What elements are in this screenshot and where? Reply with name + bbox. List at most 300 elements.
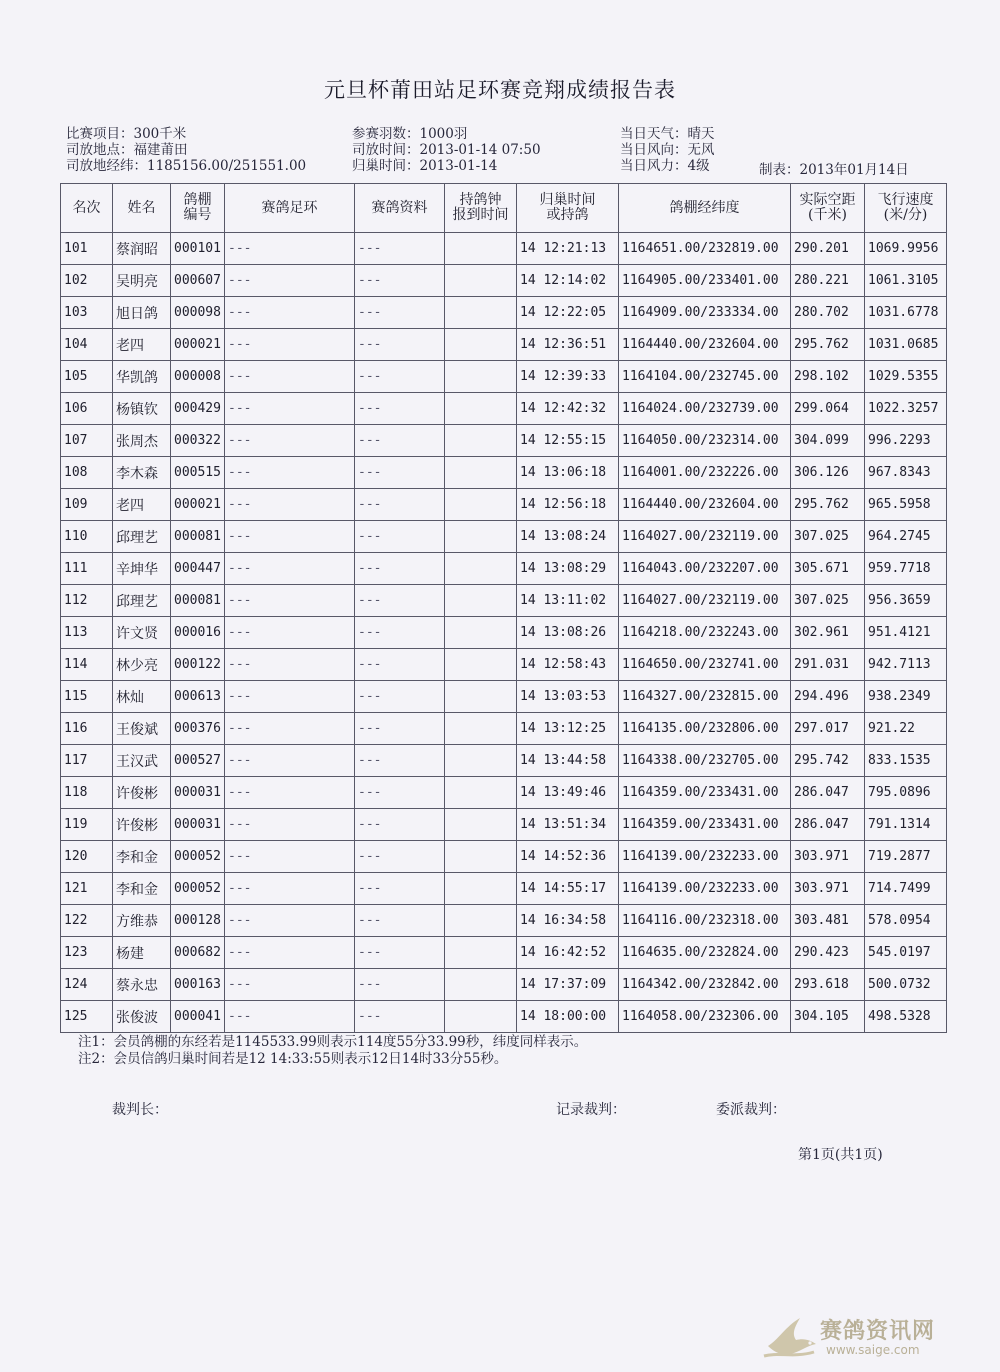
distance-cell: 307.025: [791, 521, 865, 553]
speed-cell: 791.1314: [865, 809, 947, 841]
name-cell: 张俊波: [113, 1001, 171, 1033]
speed-cell: 951.4121: [865, 617, 947, 649]
release-time: 司放时间：2013-01-14 07:50: [352, 142, 541, 158]
distance-cell: 298.102: [791, 361, 865, 393]
ring-number-cell: ---: [225, 233, 355, 265]
ring-number-cell: ---: [225, 745, 355, 777]
release-coordinates: 司放地经纬：1185156.00/251551.00: [66, 158, 307, 174]
pigeon-info-cell: ---: [355, 745, 445, 777]
pigeon-info-cell: ---: [355, 713, 445, 745]
rank-cell: 103: [61, 297, 113, 329]
arrival-time-cell: 14 14:55:17: [517, 873, 619, 905]
rank-cell: 107: [61, 425, 113, 457]
loft-id-cell: 000101: [171, 233, 225, 265]
loft-coordinates-cell: 1164359.00/233431.00: [619, 777, 791, 809]
clock-time-cell: [445, 745, 517, 777]
distance-cell: 303.971: [791, 841, 865, 873]
table-row: [61, 457, 947, 489]
entry-count: 参赛羽数：1000羽: [352, 126, 468, 142]
table-row: [61, 745, 947, 777]
rank-cell: 115: [61, 681, 113, 713]
speed-cell: 719.2877: [865, 841, 947, 873]
arrival-time-cell: 14 12:42:32: [517, 393, 619, 425]
ring-number-cell: ---: [225, 521, 355, 553]
speed-cell: 938.2349: [865, 681, 947, 713]
speed-cell: 795.0896: [865, 777, 947, 809]
loft-id-cell: 000021: [171, 329, 225, 361]
loft-coordinates-cell: 1164440.00/232604.00: [619, 489, 791, 521]
loft-id-cell: 000031: [171, 809, 225, 841]
rank-cell: 102: [61, 265, 113, 297]
ring-number-cell: ---: [225, 649, 355, 681]
loft-id-cell: 000122: [171, 649, 225, 681]
pigeon-info-cell: ---: [355, 937, 445, 969]
rank-cell: 110: [61, 521, 113, 553]
pigeon-info-cell: ---: [355, 905, 445, 937]
loft-id-cell: 000429: [171, 393, 225, 425]
loft-id-cell: 000322: [171, 425, 225, 457]
pigeon-info-cell: ---: [355, 681, 445, 713]
distance-cell: 299.064: [791, 393, 865, 425]
clock-time-cell: [445, 873, 517, 905]
ring-number-cell: ---: [225, 457, 355, 489]
clock-time-cell: [445, 297, 517, 329]
distance-cell: 304.105: [791, 1001, 865, 1033]
arrival-time-cell: 14 13:03:53: [517, 681, 619, 713]
table-row: [61, 361, 947, 393]
loft-coordinates-cell: 1164218.00/232243.00: [619, 617, 791, 649]
rank-cell: 113: [61, 617, 113, 649]
speed-cell: 996.2293: [865, 425, 947, 457]
loft-coordinates-cell: 1164135.00/232806.00: [619, 713, 791, 745]
rank-cell: 112: [61, 585, 113, 617]
name-cell: 林灿: [113, 681, 171, 713]
speed-cell: 545.0197: [865, 937, 947, 969]
pigeon-info-cell: ---: [355, 489, 445, 521]
speed-cell: 967.8343: [865, 457, 947, 489]
rank-cell: 114: [61, 649, 113, 681]
column-header: 鸽棚经纬度: [619, 184, 791, 233]
loft-id-cell: 000447: [171, 553, 225, 585]
loft-id-cell: 000052: [171, 841, 225, 873]
loft-coordinates-cell: 1164342.00/232842.00: [619, 969, 791, 1001]
loft-id-cell: 000081: [171, 585, 225, 617]
loft-id-cell: 000021: [171, 489, 225, 521]
pigeon-info-cell: ---: [355, 777, 445, 809]
rank-cell: 109: [61, 489, 113, 521]
column-header: 实际空距 (千米): [791, 184, 865, 233]
loft-id-cell: 000041: [171, 1001, 225, 1033]
wind-direction: 当日风向：无风: [620, 142, 715, 158]
clock-time-cell: [445, 265, 517, 297]
table-row: [61, 1001, 947, 1033]
ring-number-cell: ---: [225, 1001, 355, 1033]
pigeon-info-cell: ---: [355, 297, 445, 329]
speed-cell: 714.7499: [865, 873, 947, 905]
clock-time-cell: [445, 553, 517, 585]
table-row: [61, 841, 947, 873]
loft-id-cell: 000008: [171, 361, 225, 393]
arrival-time-cell: 14 12:21:13: [517, 233, 619, 265]
pigeon-info-cell: ---: [355, 617, 445, 649]
arrival-time-cell: 14 13:51:34: [517, 809, 619, 841]
speed-cell: 1031.0685: [865, 329, 947, 361]
loft-coordinates-cell: 1164050.00/232314.00: [619, 425, 791, 457]
loft-id-cell: 000031: [171, 777, 225, 809]
arrival-time-cell: 14 12:36:51: [517, 329, 619, 361]
arrival-time-cell: 14 14:52:36: [517, 841, 619, 873]
loft-id-cell: 000052: [171, 873, 225, 905]
loft-id-cell: 000376: [171, 713, 225, 745]
speed-cell: 956.3659: [865, 585, 947, 617]
table-row: [61, 905, 947, 937]
pigeon-info-cell: ---: [355, 393, 445, 425]
loft-id-cell: 000607: [171, 265, 225, 297]
name-cell: 许俊彬: [113, 809, 171, 841]
speed-cell: 1061.3105: [865, 265, 947, 297]
pigeon-info-cell: ---: [355, 553, 445, 585]
clock-time-cell: [445, 393, 517, 425]
loft-coordinates-cell: 1164116.00/232318.00: [619, 905, 791, 937]
distance-cell: 297.017: [791, 713, 865, 745]
table-row: [61, 297, 947, 329]
info-column-1: [66, 126, 306, 174]
distance-cell: 305.671: [791, 553, 865, 585]
distance-cell: 293.618: [791, 969, 865, 1001]
loft-id-cell: 000081: [171, 521, 225, 553]
clock-time-cell: [445, 681, 517, 713]
ring-number-cell: ---: [225, 297, 355, 329]
table-row: [61, 649, 947, 681]
name-cell: 李和金: [113, 873, 171, 905]
arrival-time-cell: 14 16:42:52: [517, 937, 619, 969]
distance-cell: 295.762: [791, 489, 865, 521]
name-cell: 华凯鸽: [113, 361, 171, 393]
rank-cell: 104: [61, 329, 113, 361]
arrival-time-cell: 14 18:00:00: [517, 1001, 619, 1033]
distance-cell: 303.481: [791, 905, 865, 937]
name-cell: 杨镇钦: [113, 393, 171, 425]
pigeon-info-cell: ---: [355, 425, 445, 457]
loft-coordinates-cell: 1164440.00/232604.00: [619, 329, 791, 361]
distance-cell: 291.031: [791, 649, 865, 681]
loft-coordinates-cell: 1164338.00/232705.00: [619, 745, 791, 777]
table-row: [61, 873, 947, 905]
name-cell: 蔡永忠: [113, 969, 171, 1001]
column-header: 持鸽钟 报到时间: [445, 184, 517, 233]
table-row: [61, 777, 947, 809]
table-row: [61, 233, 947, 265]
loft-id-cell: 000128: [171, 905, 225, 937]
column-header: 赛鸽资料: [355, 184, 445, 233]
loft-coordinates-cell: 1164001.00/232226.00: [619, 457, 791, 489]
arrival-time-cell: 14 13:44:58: [517, 745, 619, 777]
distance-cell: 303.971: [791, 873, 865, 905]
clock-time-cell: [445, 361, 517, 393]
pigeon-info-cell: ---: [355, 649, 445, 681]
watermark: [760, 1312, 970, 1362]
name-cell: 王俊斌: [113, 713, 171, 745]
ring-number-cell: ---: [225, 393, 355, 425]
ring-number-cell: ---: [225, 585, 355, 617]
name-cell: 李木森: [113, 457, 171, 489]
distance-cell: 290.201: [791, 233, 865, 265]
name-cell: 李和金: [113, 841, 171, 873]
ring-number-cell: ---: [225, 489, 355, 521]
delegate-judge-signature: 委派裁判：: [716, 1102, 786, 1118]
rank-cell: 101: [61, 233, 113, 265]
rank-cell: 116: [61, 713, 113, 745]
rank-cell: 105: [61, 361, 113, 393]
rank-cell: 117: [61, 745, 113, 777]
return-date: 归巢时间：2013-01-14: [352, 158, 498, 174]
arrival-time-cell: 14 13:11:02: [517, 585, 619, 617]
name-cell: 杨建: [113, 937, 171, 969]
distance-cell: 295.762: [791, 329, 865, 361]
distance-cell: 290.423: [791, 937, 865, 969]
table-row: [61, 937, 947, 969]
loft-id-cell: 000613: [171, 681, 225, 713]
ring-number-cell: ---: [225, 713, 355, 745]
speed-cell: 1022.3257: [865, 393, 947, 425]
distance-cell: 280.221: [791, 265, 865, 297]
table-row: [61, 425, 947, 457]
ring-number-cell: ---: [225, 937, 355, 969]
pigeon-info-cell: ---: [355, 233, 445, 265]
info-column-3: [620, 126, 715, 174]
speed-cell: 1031.6778: [865, 297, 947, 329]
results-table: [60, 183, 947, 1033]
clock-time-cell: [445, 1001, 517, 1033]
arrival-time-cell: 14 13:06:18: [517, 457, 619, 489]
arrival-time-cell: 14 13:08:29: [517, 553, 619, 585]
speed-cell: 578.0954: [865, 905, 947, 937]
loft-id-cell: 000527: [171, 745, 225, 777]
name-cell: 王汉武: [113, 745, 171, 777]
loft-id-cell: 000515: [171, 457, 225, 489]
table-row: [61, 585, 947, 617]
pigeon-info-cell: ---: [355, 361, 445, 393]
clock-time-cell: [445, 969, 517, 1001]
loft-coordinates-cell: 1164043.00/232207.00: [619, 553, 791, 585]
pigeon-info-cell: ---: [355, 265, 445, 297]
distance-cell: 302.961: [791, 617, 865, 649]
loft-coordinates-cell: 1164359.00/233431.00: [619, 809, 791, 841]
loft-id-cell: 000016: [171, 617, 225, 649]
ring-number-cell: ---: [225, 905, 355, 937]
distance-cell: 306.126: [791, 457, 865, 489]
ring-number-cell: ---: [225, 809, 355, 841]
speed-cell: 959.7718: [865, 553, 947, 585]
report-title: 元旦杯莆田站足环赛竞翔成绩报告表: [324, 78, 676, 102]
table-row: [61, 553, 947, 585]
ring-number-cell: ---: [225, 265, 355, 297]
name-cell: 许文贤: [113, 617, 171, 649]
clock-time-cell: [445, 905, 517, 937]
ring-number-cell: ---: [225, 425, 355, 457]
distance-cell: 307.025: [791, 585, 865, 617]
column-header: 名次: [61, 184, 113, 233]
column-header: 归巢时间 或持鸽: [517, 184, 619, 233]
table-header-row: [61, 184, 947, 233]
pigeon-info-cell: ---: [355, 873, 445, 905]
speed-cell: 965.5958: [865, 489, 947, 521]
wind-force: 当日风力：4级: [620, 158, 710, 174]
chief-judge-signature: 裁判长：: [112, 1102, 168, 1118]
name-cell: 林少亮: [113, 649, 171, 681]
clock-time-cell: [445, 233, 517, 265]
rank-cell: 119: [61, 809, 113, 841]
loft-coordinates-cell: 1164905.00/233401.00: [619, 265, 791, 297]
ring-number-cell: ---: [225, 553, 355, 585]
clock-time-cell: [445, 425, 517, 457]
loft-coordinates-cell: 1164027.00/232119.00: [619, 585, 791, 617]
loft-coordinates-cell: 1164058.00/232306.00: [619, 1001, 791, 1033]
speed-cell: 964.2745: [865, 521, 947, 553]
clock-time-cell: [445, 777, 517, 809]
watermark-url: www.saige.com: [826, 1343, 920, 1357]
loft-coordinates-cell: 1164139.00/232233.00: [619, 841, 791, 873]
arrival-time-cell: 14 12:39:33: [517, 361, 619, 393]
recorder-judge-signature: 记录裁判：: [556, 1102, 626, 1118]
loft-coordinates-cell: 1164909.00/233334.00: [619, 297, 791, 329]
rank-cell: 122: [61, 905, 113, 937]
loft-coordinates-cell: 1164650.00/232741.00: [619, 649, 791, 681]
arrival-time-cell: 14 17:37:09: [517, 969, 619, 1001]
pigeon-info-cell: ---: [355, 1001, 445, 1033]
clock-time-cell: [445, 937, 517, 969]
table-row: [61, 809, 947, 841]
clock-time-cell: [445, 617, 517, 649]
clock-time-cell: [445, 841, 517, 873]
distance-cell: 280.702: [791, 297, 865, 329]
rank-cell: 106: [61, 393, 113, 425]
note-1: 注1：会员鸽棚的东经若是1145533.99则表示114度55分33.99秒，纬度同样表示。: [78, 1034, 588, 1050]
loft-coordinates-cell: 1164027.00/232119.00: [619, 521, 791, 553]
table-row: [61, 681, 947, 713]
loft-id-cell: 000098: [171, 297, 225, 329]
arrival-time-cell: 14 13:08:26: [517, 617, 619, 649]
notes: [78, 1034, 587, 1068]
column-header: 赛鸽足环: [225, 184, 355, 233]
name-cell: 方维恭: [113, 905, 171, 937]
rank-cell: 111: [61, 553, 113, 585]
arrival-time-cell: 14 12:14:02: [517, 265, 619, 297]
loft-coordinates-cell: 1164024.00/232739.00: [619, 393, 791, 425]
table-row: [61, 969, 947, 1001]
pigeon-info-cell: ---: [355, 841, 445, 873]
loft-coordinates-cell: 1164139.00/232233.00: [619, 873, 791, 905]
arrival-time-cell: 14 12:58:43: [517, 649, 619, 681]
table-row: [61, 713, 947, 745]
watermark-text: 赛鸽资讯网: [820, 1319, 936, 1344]
clock-time-cell: [445, 649, 517, 681]
distance-cell: 295.742: [791, 745, 865, 777]
loft-coordinates-cell: 1164327.00/232815.00: [619, 681, 791, 713]
arrival-time-cell: 14 12:55:15: [517, 425, 619, 457]
pigeon-info-cell: ---: [355, 585, 445, 617]
name-cell: 旭日鸽: [113, 297, 171, 329]
page-number: 第1页(共1页): [798, 1147, 883, 1163]
speed-cell: 942.7113: [865, 649, 947, 681]
pigeon-info-cell: ---: [355, 457, 445, 489]
table-maker-date: 制表：2013年01月14日: [759, 162, 909, 178]
arrival-time-cell: 14 13:12:25: [517, 713, 619, 745]
rank-cell: 125: [61, 1001, 113, 1033]
table-row: [61, 329, 947, 361]
table-row: [61, 393, 947, 425]
ring-number-cell: ---: [225, 681, 355, 713]
info-column-2: [352, 126, 541, 174]
table-row: [61, 617, 947, 649]
arrival-time-cell: 14 13:08:24: [517, 521, 619, 553]
speed-cell: 921.22: [865, 713, 947, 745]
ring-number-cell: ---: [225, 329, 355, 361]
arrival-time-cell: 14 12:22:05: [517, 297, 619, 329]
name-cell: 老四: [113, 489, 171, 521]
rank-cell: 124: [61, 969, 113, 1001]
clock-time-cell: [445, 521, 517, 553]
distance-cell: 286.047: [791, 777, 865, 809]
table-row: [61, 521, 947, 553]
loft-coordinates-cell: 1164104.00/232745.00: [619, 361, 791, 393]
clock-time-cell: [445, 457, 517, 489]
loft-id-cell: 000682: [171, 937, 225, 969]
speed-cell: 500.0732: [865, 969, 947, 1001]
clock-time-cell: [445, 329, 517, 361]
rank-cell: 121: [61, 873, 113, 905]
name-cell: 张周杰: [113, 425, 171, 457]
note-2: 注2：会员信鸽归巢时间若是12 14:33:55则表示12日14时33分55秒。: [78, 1051, 508, 1067]
table-body: [61, 233, 947, 1033]
column-header: 姓名: [113, 184, 171, 233]
pigeon-info-cell: ---: [355, 521, 445, 553]
column-header: 飞行速度 (米/分): [865, 184, 947, 233]
speed-cell: 1069.9956: [865, 233, 947, 265]
ring-number-cell: ---: [225, 617, 355, 649]
clock-time-cell: [445, 489, 517, 521]
distance-cell: 286.047: [791, 809, 865, 841]
arrival-time-cell: 14 13:49:46: [517, 777, 619, 809]
name-cell: 蔡润昭: [113, 233, 171, 265]
pigeon-info-cell: ---: [355, 969, 445, 1001]
release-location: 司放地点：福建莆田: [66, 142, 188, 158]
loft-coordinates-cell: 1164651.00/232819.00: [619, 233, 791, 265]
rank-cell: 108: [61, 457, 113, 489]
speed-cell: 833.1535: [865, 745, 947, 777]
ring-number-cell: ---: [225, 873, 355, 905]
pigeon-info-cell: ---: [355, 809, 445, 841]
distance-cell: 294.496: [791, 681, 865, 713]
name-cell: 邱理艺: [113, 585, 171, 617]
name-cell: 吴明亮: [113, 265, 171, 297]
clock-time-cell: [445, 585, 517, 617]
arrival-time-cell: 14 12:56:18: [517, 489, 619, 521]
pigeon-logo-icon: [760, 1312, 820, 1362]
speed-cell: 498.5328: [865, 1001, 947, 1033]
ring-number-cell: ---: [225, 969, 355, 1001]
name-cell: 老四: [113, 329, 171, 361]
speed-cell: 1029.5355: [865, 361, 947, 393]
weather: 当日天气：晴天: [620, 126, 715, 142]
name-cell: 邱理艺: [113, 521, 171, 553]
name-cell: 许俊彬: [113, 777, 171, 809]
arrival-time-cell: 14 16:34:58: [517, 905, 619, 937]
ring-number-cell: ---: [225, 361, 355, 393]
rank-cell: 120: [61, 841, 113, 873]
race-distance: 比赛项目：300千米: [66, 126, 187, 142]
ring-number-cell: ---: [225, 777, 355, 809]
